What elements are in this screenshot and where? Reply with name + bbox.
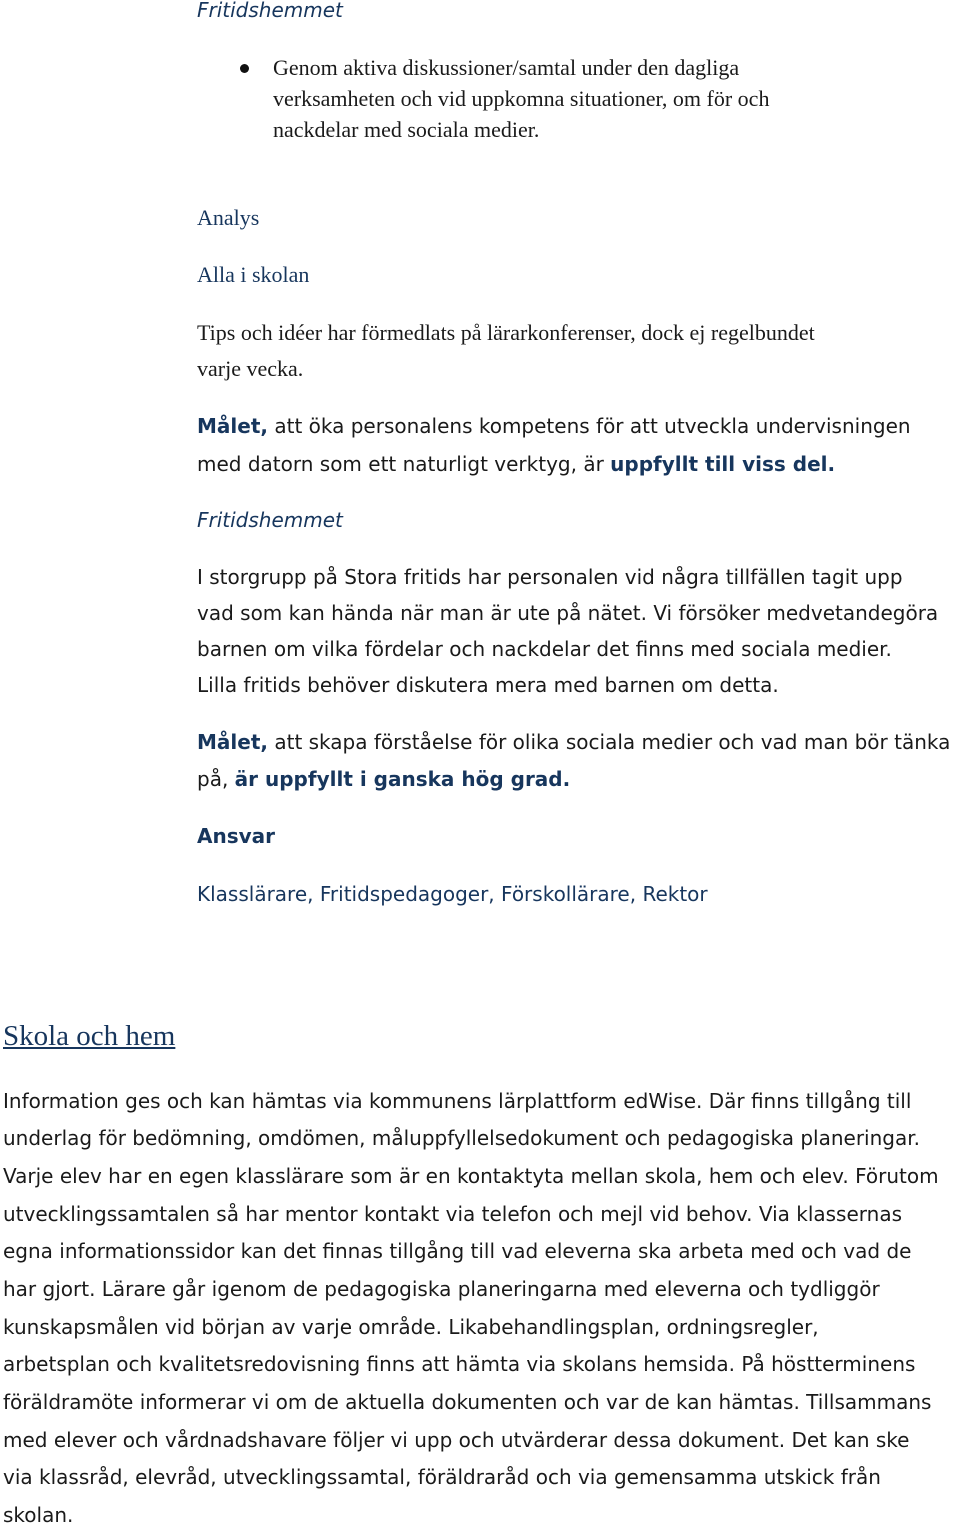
goal-2-result: är uppfyllt i ganska hög grad. (234, 767, 571, 791)
skola-hem-line-1: Information ges och kan hämtas via kommunens lärplattform edWise. Där finns tillgång till (3, 1089, 912, 1113)
ansvar-heading: Ansvar (197, 824, 276, 848)
skola-hem-line-2: underlag för bedömning, omdömen, måluppfyllelsedokument och pedagogiska planeringar. (3, 1126, 920, 1150)
fritids-line-3: barnen om vilka fördelar och nackdelar det finns med sociala medier. (197, 637, 892, 661)
ansvar-text: Klasslärare, Fritidspedagoger, Förskollärare, Rektor (197, 882, 708, 906)
goal-1-label: Målet, (197, 414, 268, 438)
goal-1-line-1 (197, 408, 911, 445)
skola-hem-line-7: kunskapsmålen vid början av varje område. Likabehandlingsplan, ordningsregler, (3, 1315, 819, 1339)
goal-2-line-1 (197, 724, 950, 761)
goal-2-line-2 (197, 761, 570, 798)
skola-hem-line-5: egna informationssidor kan det finnas tillgång till vad eleverna ska arbeta med och vad de (3, 1239, 912, 1263)
skola-hem-line-12: skolan. (3, 1503, 74, 1527)
bullet-line-1: Genom aktiva diskussioner/samtal under den dagliga (273, 55, 740, 80)
analys-heading: Analys (197, 205, 260, 230)
skola-hem-line-9: föräldramöte informerar vi om de aktuella dokumenten och var de kan hämtas. Tillsammans (3, 1390, 932, 1414)
goal-1-line-2 (197, 446, 835, 483)
bullet-line-2: verksamheten och vid uppkomna situationer, om för och (273, 86, 770, 111)
bullet-icon (240, 64, 249, 73)
skola-hem-line-3: Varje elev har en egen klasslärare som är en kontaktyta mellan skola, hem och elev. Förutom (3, 1164, 939, 1188)
fritidshemmet-heading-top: Fritidshemmet (197, 0, 343, 22)
goal-1-result: uppfyllt till viss del. (610, 452, 836, 476)
tips-line-1: Tips och idéer har förmedlats på lärarkonferenser, dock ej regelbundet (197, 320, 815, 345)
skola-hem-line-11: via klassråd, elevråd, utvecklingssamtal, föräldraråd och via gemensamma utskick från (3, 1465, 881, 1489)
skola-hem-line-6: har gjort. Lärare går igenom de pedagogiska planeringarna med eleverna och tydliggör (3, 1277, 880, 1301)
skola-hem-line-8: arbetsplan och kvalitetsredovisning finns att hämta via skolans hemsida. På höstterminens (3, 1352, 916, 1376)
bullet-line-3: nackdelar med sociala medier. (273, 117, 540, 142)
fritids-line-4: Lilla fritids behöver diskutera mera med barnen om detta. (197, 673, 779, 697)
skola-hem-line-4: utvecklingssamtalen så har mentor kontakt via telefon och mejl vid behov. Via klassernas (3, 1202, 902, 1226)
tips-line-2: varje vecka. (197, 356, 304, 381)
goal-2-label: Målet, (197, 730, 268, 754)
skola-och-hem-heading: Skola och hem (3, 1020, 176, 1052)
fritids-line-2: vad som kan hända när man är ute på nätet. Vi försöker medvetandegöra (197, 601, 939, 625)
goal-1-line-2-text: med datorn som ett naturligt verktyg, är (197, 452, 611, 476)
goal-2-line-2-text: på, (197, 767, 235, 791)
skola-hem-line-10: med elever och vårdnadshavare följer vi upp och utvärderar dessa dokument. Det kan ske (3, 1428, 910, 1452)
fritidshemmet-heading-analys: Fritidshemmet (197, 508, 343, 532)
fritids-line-1: I storgrupp på Stora fritids har personalen vid några tillfällen tagit upp (197, 565, 903, 589)
goal-1-text: att öka personalens kompetens för att utveckla undervisningen (267, 414, 911, 438)
alla-i-skolan-heading: Alla i skolan (197, 262, 310, 287)
goal-2-text: att skapa förståelse för olika sociala medier och vad man bör tänka (267, 730, 951, 754)
